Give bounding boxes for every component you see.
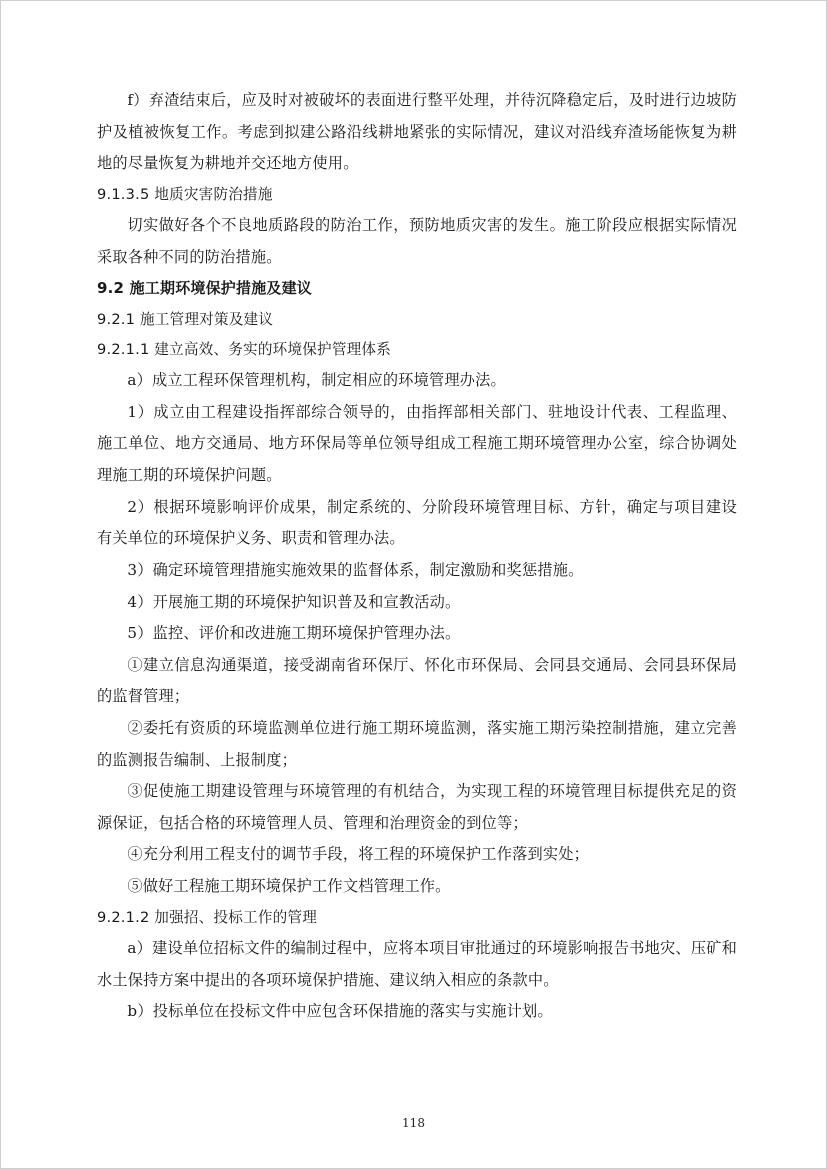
paragraph: 4）开展施工期的环境保护知识普及和宣教活动。: [127, 592, 461, 611]
section-heading-9-2-1-2: 9.2.1.2 加强招、投标工作的管理: [97, 908, 318, 926]
paragraph: ④充分利用工程支付的调节手段，将工程的环境保护工作落到实处；: [127, 845, 590, 864]
paragraph: 2）根据环境影响评价成果，制定系统的、分阶段环境管理目标、方针，确定与项目建设有关单位的环境保护义务、职责和管理办法。: [97, 497, 737, 548]
paragraph: ③促使施工期建设管理与环境管理的有机结合，为实现工程的环境管理目标提供充足的资源保证，包括合格的环境管理人员、管理和治理资金的到位等；: [97, 782, 737, 832]
paragraph: 3）确定环境管理措施实施效果的监督体系，制定激励和奖惩措施。: [127, 560, 584, 579]
paragraph: 5）监控、评价和改进施工期环境保护管理办法。: [127, 624, 461, 643]
paragraph: a）建设单位招标文件的编制过程中，应将本项目审批通过的环境影响报告书地灾、压矿和水土保持方案中提出的各项环境保护措施、建议纳入相应的条款中。: [97, 938, 737, 989]
paragraph: ①建立信息沟通渠道，接受湖南省环保厅、怀化市环保局、会同县交通局、会同县环保局的监督管理；: [97, 655, 737, 706]
paragraph: 1）成立由工程建设指挥部综合领导的，由指挥部相关部门、驻地设计代表、工程监理、施工单位、地方交通局、地方环保局等单位领导组成工程施工期环境管理办公室，综合协调处理施工期的环境保护问题。: [97, 402, 737, 485]
paragraph: b）投标单位在投标文件中应包含环保措施的落实与实施计划。: [127, 1002, 553, 1021]
section-heading-9-2: 9.2 施工期环境保护措施及建议: [97, 279, 312, 298]
section-heading-9-2-1: 9.2.1 施工管理对策及建议: [97, 310, 274, 328]
section-heading-9-2-1-1: 9.2.1.1 建立高效、务实的环境保护管理体系: [97, 340, 391, 358]
paragraph: f）弃渣结束后，应及时对被破坏的表面进行整平处理，并待沉降稳定后，及时进行边坡防护及植被恢复工作。考虑到拟建公路沿线耕地紧张的实际情况，建议对沿线弃渣场能恢复为耕地的尽量恢复为耕地并交还地方使用。: [97, 91, 737, 173]
paragraph: a）成立工程环保管理机构，制定相应的环境管理办法。: [127, 371, 506, 390]
paragraph: ②委托有资质的环境监测单位进行施工期环境监测，落实施工期污染控制措施，建立完善的监测报告编制、上报制度；: [97, 718, 737, 769]
page-number: 118: [402, 1116, 425, 1130]
page-content: [97, 85, 737, 1028]
section-heading-9-1-3-5: 9.1.3.5 地质灾害防治措施: [97, 185, 273, 203]
paragraph: 切实做好各个不良地质路段的防治工作，预防地质灾害的发生。施工阶段应根据实际情况采取各种不同的防治措施。: [97, 216, 737, 266]
paragraph: ⑤做好工程施工期环境保护工作文档管理工作。: [127, 877, 451, 896]
